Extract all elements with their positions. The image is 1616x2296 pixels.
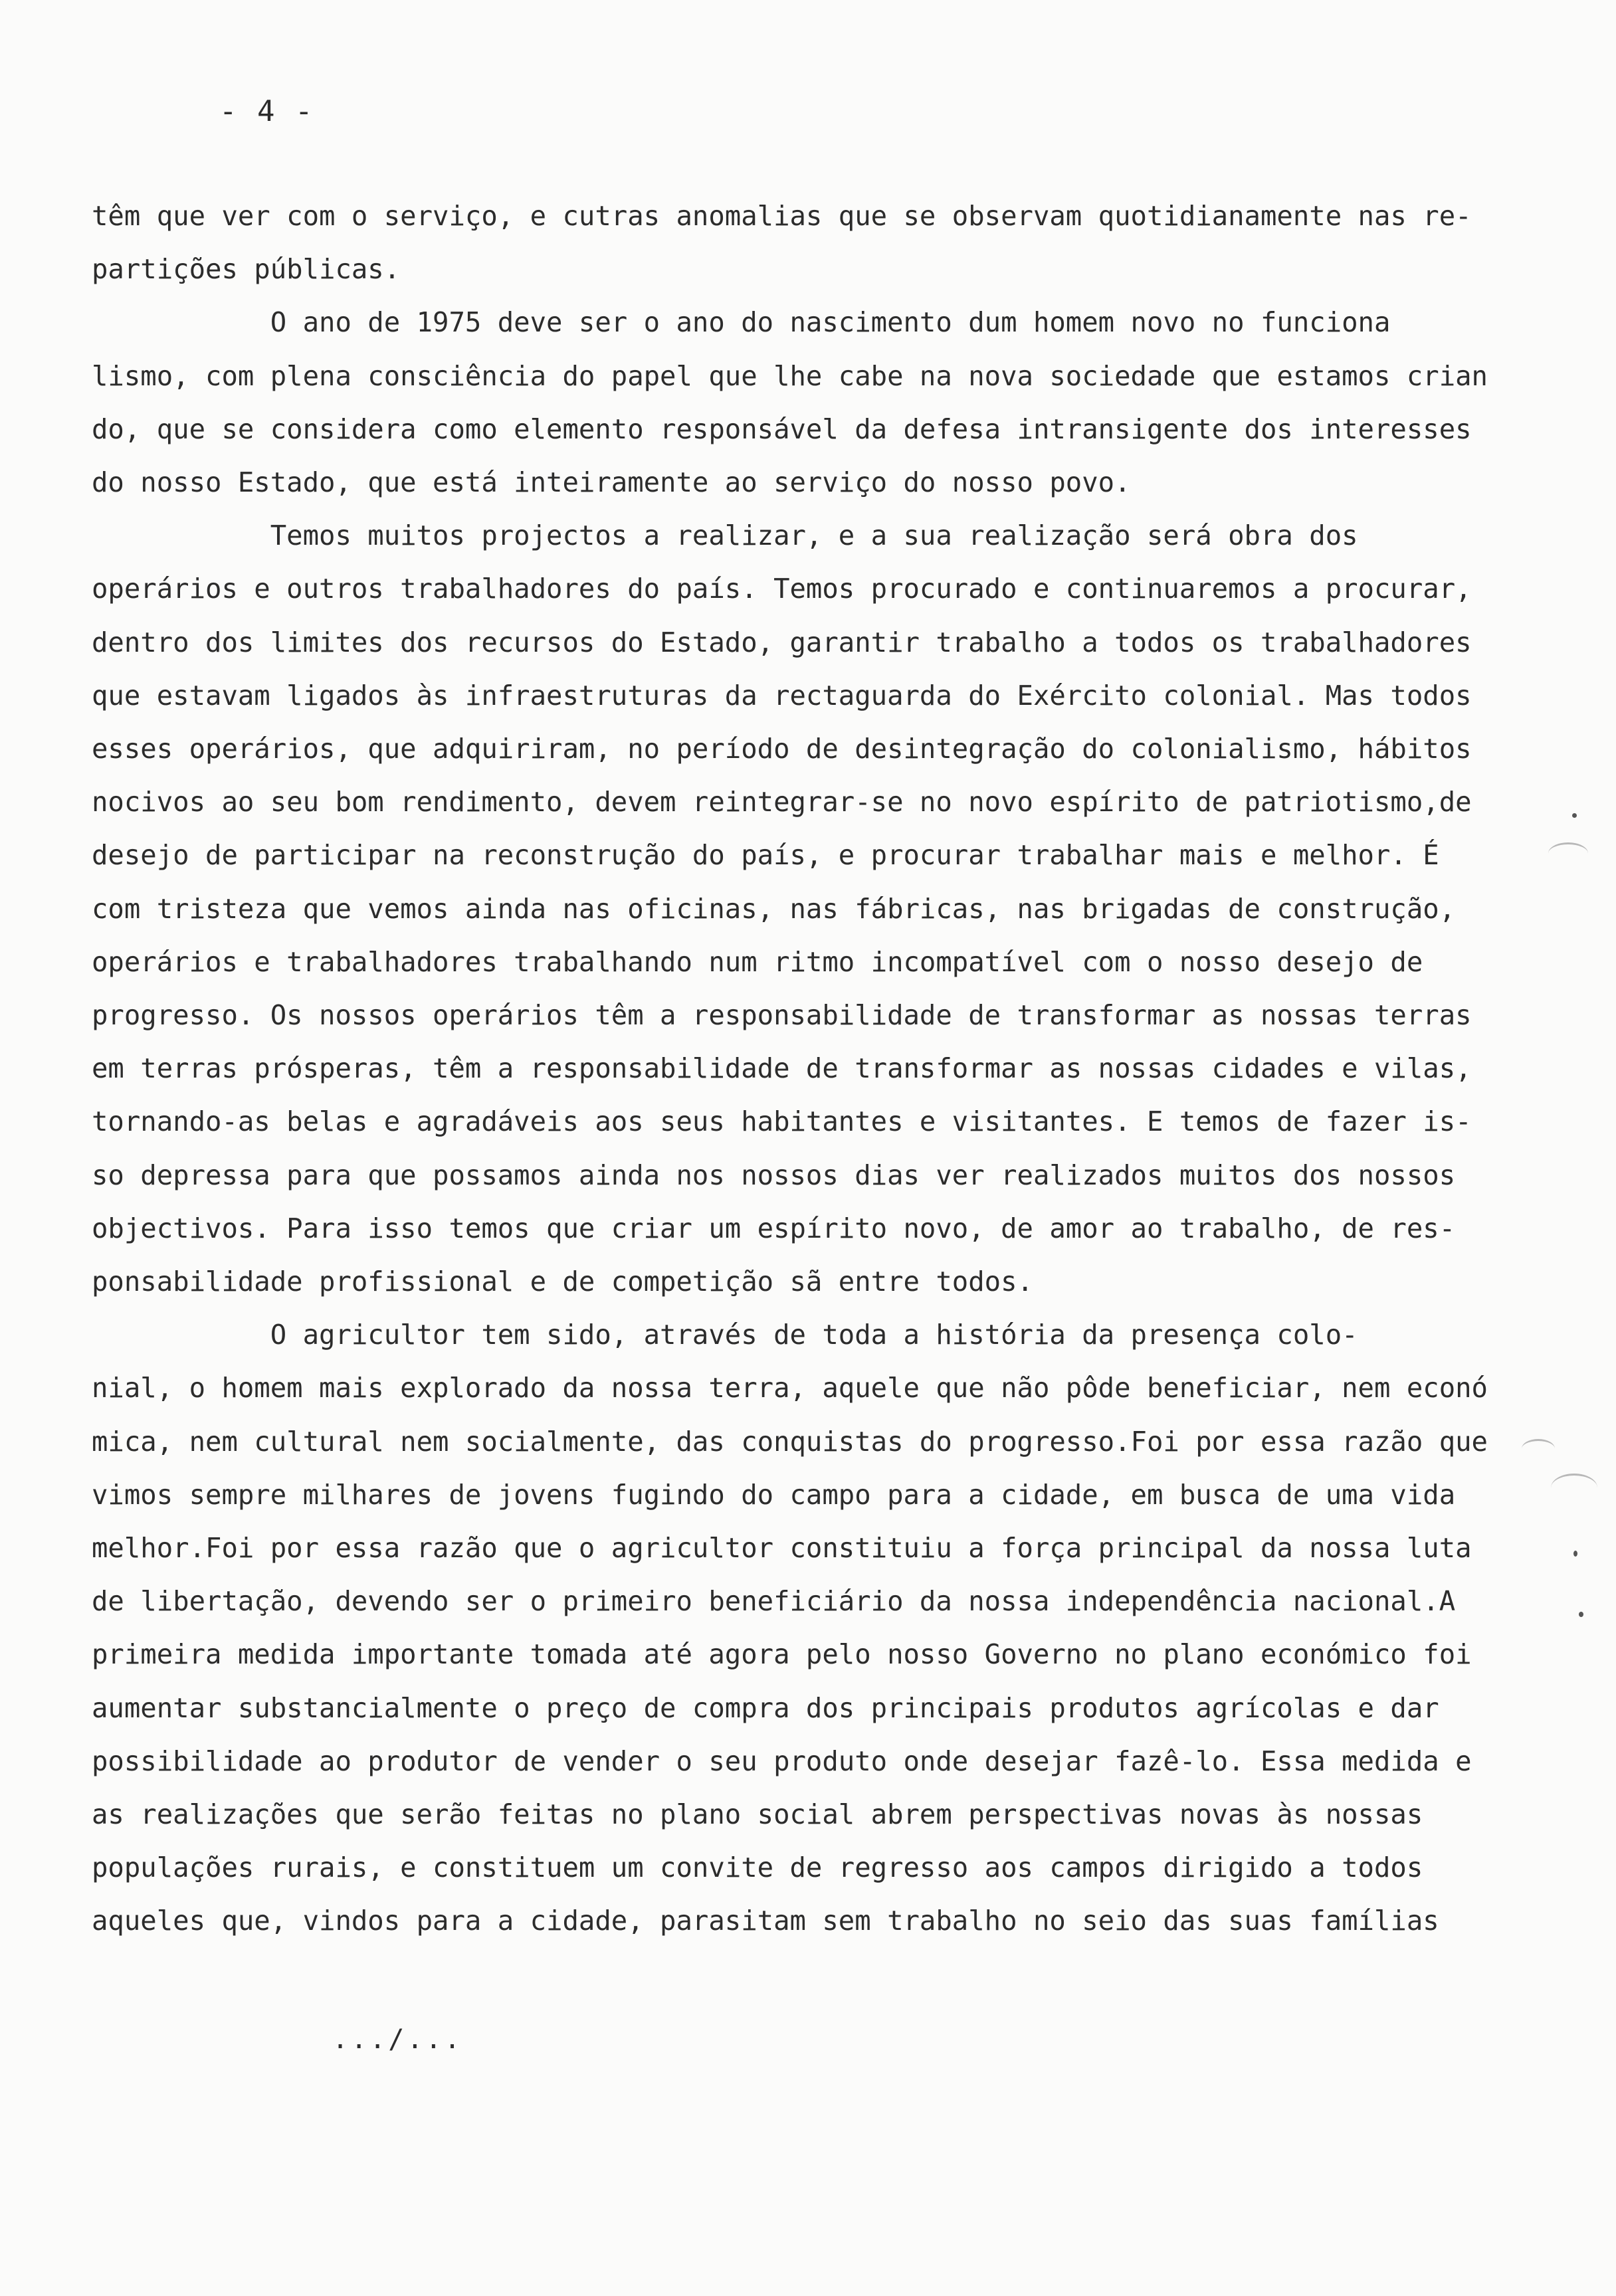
text-line: do nosso Estado, que está inteiramente ao serviço do nosso povo. [92,466,1131,498]
text-line: operários e outros trabalhadores do país. Temos procurado e continuaremos a procurar, [92,573,1472,605]
text-line: vimos sempre milhares de jovens fugindo do campo para a cidade, em busca de uma vida [92,1478,1456,1511]
scan-speck [1579,1612,1583,1617]
text-line: populações rurais, e constituem um convite de regresso aos campos dirigido a todos [92,1852,1423,1884]
text-line: do, que se considera como elemento responsável da defesa intransigente dos interesses [92,413,1472,445]
scan-speck [1573,1551,1577,1557]
scan-speck [1572,813,1577,818]
text-line: primeira medida importante tomada até agora pelo nosso Governo no plano económico foi [92,1638,1472,1671]
text-line: operários e trabalhadores trabalhando num ritmo incompatível com o nosso desejo de [92,945,1423,978]
scan-smudge [1548,842,1588,864]
text-line: O ano de 1975 deve ser o ano do nascimento dum homem novo no funciona [92,306,1391,339]
text-line: melhor.Foi por essa razão que o agricultor constituiu a força principal da nossa luta [92,1532,1472,1564]
text-line: O agricultor tem sido, através de toda a história da presença colo- [92,1319,1358,1351]
text-line: possibilidade ao produtor de vender o seu produto onde desejar fazê-lo. Essa medida e [92,1745,1472,1777]
text-line: ponsabilidade profissional e de competição sã entre todos. [92,1266,1033,1297]
text-line: as realizações que serão feitas no plano social abrem perspectivas novas às nossas [92,1798,1423,1830]
text-line: lismo, com plena consciência do papel que lhe cabe na nova sociedade que estamos crian [92,359,1488,392]
text-line: mica, nem cultural nem socialmente, das conquistas do progresso.Foi por essa razão que [92,1425,1488,1458]
text-line: têm que ver com o serviço, e cutras anomalias que se observam quotidianamente nas re- [92,200,1472,232]
text-line: aqueles que, vindos para a cidade, parasitam sem trabalho no seio das suas famílias [92,1905,1439,1937]
text-line: progresso. Os nossos operários têm a responsabilidade de transformar as nossas terras [92,999,1472,1031]
text-line: esses operários, que adquiriram, no período de desintegração do colonialismo, hábitos [92,733,1472,765]
text-line: aumentar substancialmente o preço de compra dos principais produtos agrícolas e dar [92,1691,1439,1724]
text-line: nocivos ao seu bom rendimento, devem reintegrar-se no novo espírito de patriotismo,de [92,786,1472,818]
scan-smudge [1551,1474,1597,1502]
text-line: que estavam ligados às infraestruturas da rectaguarda do Exército colonial. Mas todos [92,679,1472,712]
continuation-mark: .../... [332,2024,463,2055]
text-line: nial, o homem mais explorado da nossa terra, aquele que não pôde beneficiar, nem econó [92,1372,1488,1404]
page-number: - 4 - [219,94,314,128]
text-line: so depressa para que possamos ainda nos nossos dias ver realizados muitos dos nossos [92,1159,1456,1191]
text-line: desejo de participar na reconstrução do país, e procurar trabalhar mais e melhor. É [92,839,1439,872]
text-line: de libertação, devendo ser o primeiro beneficiário da nossa independência nacional.A [92,1585,1456,1618]
text-line: com tristeza que vemos ainda nas oficinas, nas fábricas, nas brigadas de construção, [92,892,1456,925]
text-line: em terras prósperas, têm a responsabilidade de transformar as nossas cidades e vilas, [92,1052,1472,1085]
text-line: dentro dos limites dos recursos do Estado, garantir trabalho a todos os trabalhadores [92,626,1472,658]
text-line: objectivos. Para isso temos que criar um espírito novo, de amor ao trabalho, de res- [92,1212,1456,1244]
scan-smudge [1522,1439,1555,1458]
text-line: tornando-as belas e agradáveis aos seus habitantes e visitantes. E temos de fazer is- [92,1105,1472,1138]
text-line: Temos muitos projectos a realizar, e a sua realização será obra dos [92,520,1358,552]
text-line: partições públicas. [92,253,401,286]
